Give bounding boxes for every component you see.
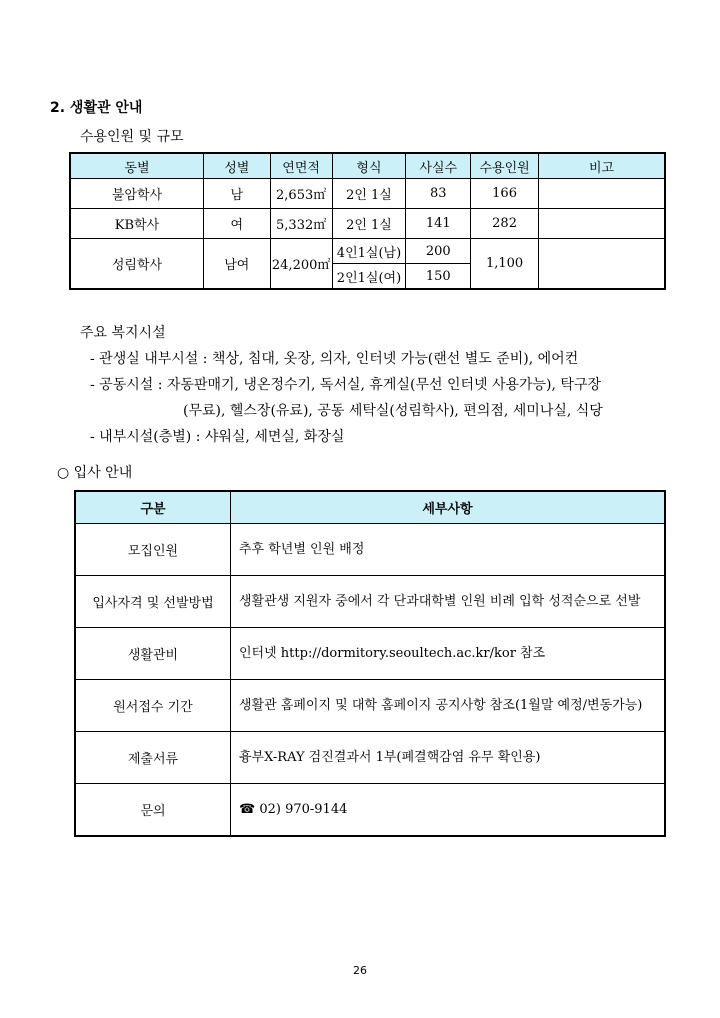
table-row xyxy=(70,239,665,264)
page-number: 26 xyxy=(353,964,367,977)
section-title: 2. 생활관 안내 xyxy=(50,100,143,116)
table-row xyxy=(75,576,665,628)
table-row xyxy=(70,179,665,209)
table-row xyxy=(75,784,665,836)
area-cell: 2,653㎡ xyxy=(270,179,332,209)
facility-item: (무료), 헬스장(유료), 공동 세탁실(성림학사), 편의점, 세미나실, 식당 xyxy=(183,403,603,419)
row-value: 흉부X-RAY 검진결과서 1부(폐결핵감염 유무 확인용) xyxy=(231,732,666,784)
rooms-cell: 83 xyxy=(406,179,471,209)
row-label: 제출서류 xyxy=(75,732,231,784)
header-cell: 비고 xyxy=(539,153,666,179)
row-label: 생활관비 xyxy=(75,628,231,680)
table-row xyxy=(70,209,665,239)
rooms-cell: 150 xyxy=(406,264,471,290)
facilities-title: 주요 복지시설 xyxy=(80,325,166,341)
building-cell: KB학사 xyxy=(70,209,203,239)
gender-cell: 여 xyxy=(203,209,270,239)
capacity-cell: 282 xyxy=(471,209,539,239)
area-cell: 24,200㎡ xyxy=(270,239,332,290)
capacity-cell: 1,100 xyxy=(471,239,539,290)
header-cell: 형식 xyxy=(332,153,406,179)
table-row xyxy=(75,628,665,680)
type-cell: 2인 1실 xyxy=(332,179,406,209)
header-cell: 수용인원 xyxy=(471,153,539,179)
gender-cell: 남여 xyxy=(203,239,270,290)
admission-title: ○ 입사 안내 xyxy=(57,465,133,481)
header-cell: 세부사항 xyxy=(231,491,666,524)
row-label: 입사자격 및 선발방법 xyxy=(75,576,231,628)
row-label: 문의 xyxy=(75,784,231,836)
area-cell: 5,332㎡ xyxy=(270,209,332,239)
header-cell: 구분 xyxy=(75,491,231,524)
gender-cell: 남 xyxy=(203,179,270,209)
table-row xyxy=(75,524,665,576)
row-value: 인터넷 http://dormitory.seoultech.ac.kr/kor 참조 xyxy=(231,628,666,680)
note-cell xyxy=(539,239,666,290)
table-row xyxy=(75,732,665,784)
table-row xyxy=(75,680,665,732)
facility-item: - 공동시설 : 자동판매기, 냉온정수기, 독서실, 휴게실(무선 인터넷 사용가능), 탁구장 xyxy=(90,377,601,393)
row-value: ☎ 02) 970-9144 xyxy=(231,784,666,836)
building-cell: 불암학사 xyxy=(70,179,203,209)
row-label: 모집인원 xyxy=(75,524,231,576)
rooms-cell: 141 xyxy=(406,209,471,239)
header-cell: 동별 xyxy=(70,153,203,179)
admission-header-row xyxy=(75,491,665,524)
header-cell: 연면적 xyxy=(270,153,332,179)
capacity-title: 수용인원 및 규모 xyxy=(80,129,184,145)
row-value: 생활관 홈페이지 및 대학 홈페이지 공지사항 참조(1월말 예정/변동가능) xyxy=(231,680,666,732)
type-cell: 4인1실(남) xyxy=(332,239,406,264)
capacity-header-row xyxy=(70,153,665,179)
row-value: 추후 학년별 인원 배정 xyxy=(231,524,666,576)
row-value: 생활관생 지원자 중에서 각 단과대학별 인원 비례 입학 성적순으로 선발 xyxy=(231,576,666,628)
facility-item: - 내부시설(층별) : 샤워실, 세면실, 화장실 xyxy=(90,429,345,445)
building-cell: 성림학사 xyxy=(70,239,203,290)
capacity-cell: 166 xyxy=(471,179,539,209)
rooms-cell: 200 xyxy=(406,239,471,264)
admission-table xyxy=(74,490,666,837)
facilities-section xyxy=(80,320,603,450)
type-cell: 2인1실(여) xyxy=(332,264,406,290)
note-cell xyxy=(539,179,666,209)
header-cell: 사실수 xyxy=(406,153,471,179)
header-cell: 성별 xyxy=(203,153,270,179)
note-cell xyxy=(539,209,666,239)
facility-item: - 관생실 내부시설 : 책상, 침대, 옷장, 의자, 인터넷 가능(랜선 별도 준비), 에어컨 xyxy=(90,351,579,367)
row-label: 원서접수 기간 xyxy=(75,680,231,732)
capacity-table xyxy=(69,152,666,290)
type-cell: 2인 1실 xyxy=(332,209,406,239)
